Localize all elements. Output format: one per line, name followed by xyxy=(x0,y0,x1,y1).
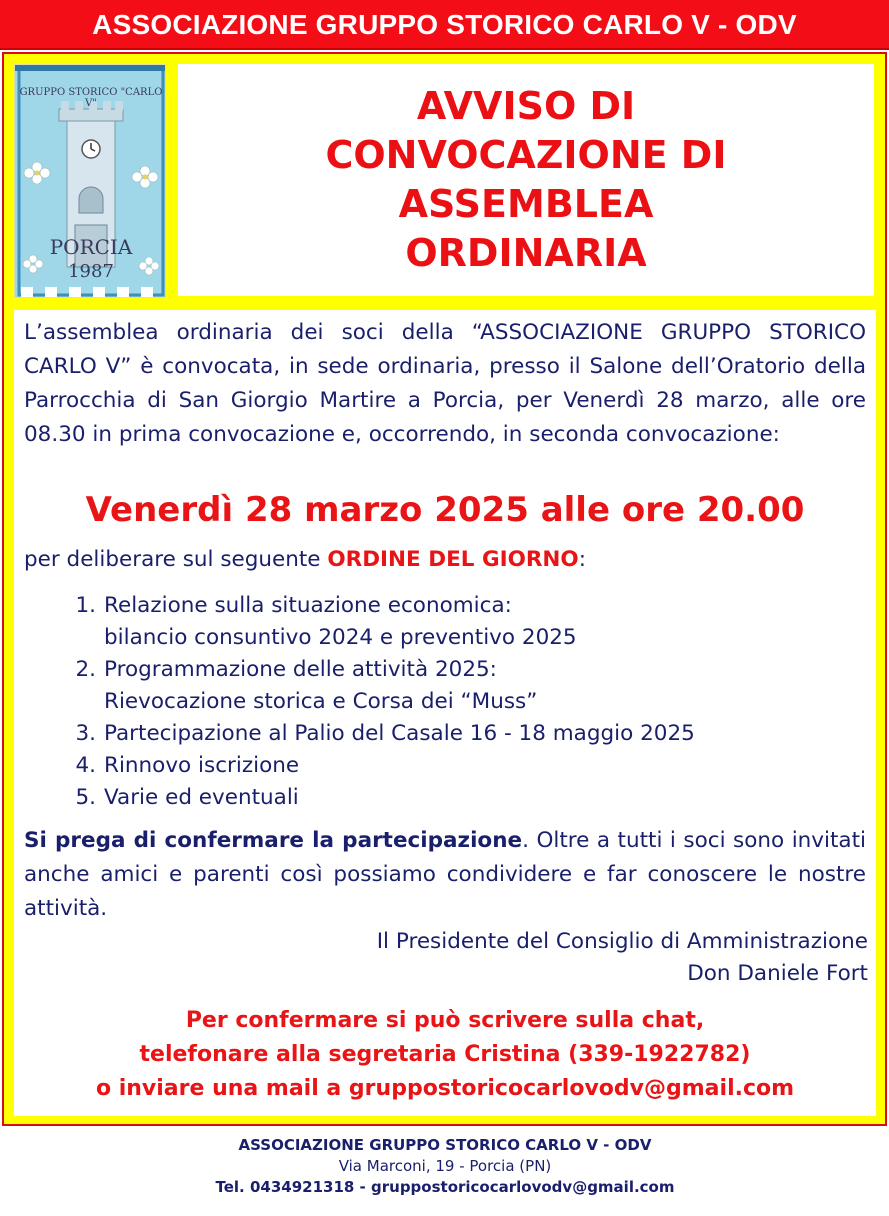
contact-info xyxy=(14,1004,876,1106)
agenda-item-text: Partecipazione al Palio del Casale 16 - 18 maggio 2025 xyxy=(104,721,695,746)
title-line: ORDINARIA xyxy=(405,231,647,275)
agenda-item-number: 5. xyxy=(75,785,96,810)
contact-line: Per confermare si può scrivere sulla chat, xyxy=(185,1008,705,1033)
footer-address: Via Marconi, 19 - Porcia (PN) xyxy=(338,1157,552,1175)
confirm-details: . Oltre a tutti i soci sono invitati anche amici e parenti così possiamo condividere e far conoscere le nostre attività. xyxy=(24,828,866,921)
notice-title xyxy=(266,82,786,278)
title-line: CONVOCAZIONE DI xyxy=(325,133,727,177)
signature-name: Don Daniele Fort xyxy=(687,961,868,986)
agenda-item-subtext: bilancio consuntivo 2024 e preventivo 2025 xyxy=(104,625,577,650)
agenda-label: ORDINE DEL GIORNO xyxy=(327,547,579,572)
contact-line: telefonare alla segretaria Cristina (339-1922782) xyxy=(139,1042,751,1067)
contact-line: o inviare una mail a gruppostoricocarlovodv@gmail.com xyxy=(95,1076,795,1101)
signature-role: Il Presidente del Consiglio di Amministrazione xyxy=(376,929,868,954)
agenda-intro-colon: : xyxy=(578,547,586,572)
poster-frame xyxy=(2,52,887,1126)
agenda-item-text: Programmazione delle attività 2025: xyxy=(104,657,497,682)
agenda-item xyxy=(66,750,846,782)
agenda-item xyxy=(66,654,846,718)
agenda-intro xyxy=(24,544,586,576)
agenda-item-number: 3. xyxy=(75,721,96,746)
agenda-intro-text: per deliberare sul seguente xyxy=(24,547,328,572)
top-banner: ASSOCIAZIONE GRUPPO STORICO CARLO V - ODV xyxy=(0,0,889,50)
agenda-item-number: 4. xyxy=(75,753,96,778)
agenda-item-text: Relazione sulla situazione economica: xyxy=(104,593,512,618)
logo-text-year: 1987 xyxy=(68,261,114,282)
agenda-list xyxy=(66,590,846,814)
meeting-date: Venerdì 28 marzo 2025 alle ore 20.00 xyxy=(85,490,805,530)
notice-body xyxy=(14,310,876,1116)
agenda-item-number: 2. xyxy=(75,657,96,682)
confirm-request: Si prega di confermare la partecipazione xyxy=(24,828,523,853)
agenda-item xyxy=(66,718,846,750)
title-line: ASSEMBLEA xyxy=(398,182,654,226)
footer-contacts: Tel. 0434921318 - gruppostoricocarlovodv@gmail.com xyxy=(215,1178,675,1196)
association-logo xyxy=(14,64,166,298)
confirm-paragraph xyxy=(24,824,866,926)
footer xyxy=(14,1132,876,1206)
intro-paragraph: L’assemblea ordinaria dei soci della “ASSOCIAZIONE GRUPPO STORICO CARLO V” è convocata, in sede ordinaria, presso il Salone dell’Oratorio della Parrocchia di San Giorgio Martire a Porcia, per Venerdì 28 marzo, alle ore 08.30 in prima convocazione e, occorrendo, in seconda convocazione: xyxy=(24,320,866,447)
agenda-item-number: 1. xyxy=(75,593,96,618)
agenda-item-text: Varie ed eventuali xyxy=(104,785,299,810)
logo-text-city: PORCIA xyxy=(49,235,133,259)
agenda-item-subtext: Rievocazione storica e Corsa dei “Muss” xyxy=(104,689,538,714)
agenda-item xyxy=(66,590,846,654)
footer-org: ASSOCIAZIONE GRUPPO STORICO CARLO V - ODV xyxy=(238,1136,652,1154)
logo-text-top: GRUPPO STORICO "CARLO V" xyxy=(19,87,163,109)
title-line: AVVISO DI xyxy=(416,84,636,128)
agenda-item-text: Rinnovo iscrizione xyxy=(104,753,300,778)
title-box xyxy=(178,64,874,296)
signature-block xyxy=(228,926,868,990)
agenda-item xyxy=(66,782,846,814)
